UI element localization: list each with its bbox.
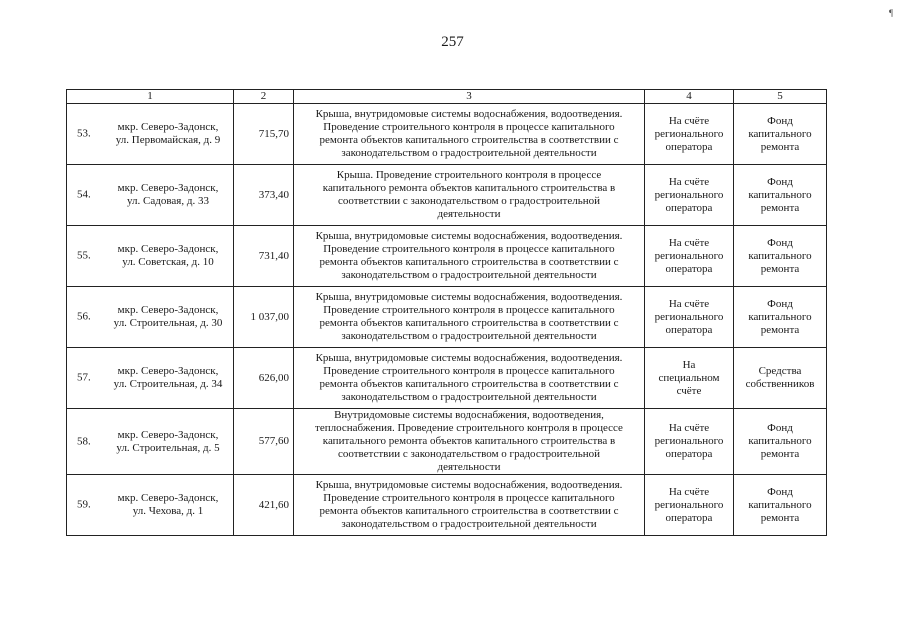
funding-source-line: ремонта xyxy=(760,140,800,153)
address-text xyxy=(106,365,230,391)
funding-source-line: Фонд xyxy=(767,236,793,249)
account-line: оператора xyxy=(665,262,713,275)
account-line: На счёте xyxy=(668,114,710,127)
funding-source-cell xyxy=(734,287,827,348)
funding-source-line: ремонта xyxy=(760,323,800,336)
account-line: регионального xyxy=(654,127,724,140)
address-cell xyxy=(67,409,234,475)
funding-source-cell xyxy=(734,165,827,226)
address-line: мкр. Северо-Задонск, xyxy=(117,428,219,441)
works-line: теплоснабжения. Проведение строительного контроля в процессе xyxy=(315,422,623,434)
address-line: ул. Чехова, д. 1 xyxy=(132,505,204,517)
page-number: 257 xyxy=(441,34,464,50)
works-line: деятельности xyxy=(437,461,501,473)
funding-source-cell xyxy=(734,226,827,287)
account-line: регионального xyxy=(654,310,724,323)
account-line: регионального xyxy=(654,498,724,511)
column-header-5: 5 xyxy=(734,90,827,104)
works-cell xyxy=(294,409,645,475)
table-row xyxy=(67,104,827,165)
funding-source-line: Фонд xyxy=(767,485,793,498)
works-line: Проведение строительного контроля в процессе капитального xyxy=(323,121,615,133)
scan-mark: ¶ xyxy=(889,8,894,18)
account-line: регионального xyxy=(654,249,724,262)
works-line: капитального ремонта объектов капитального строительства в xyxy=(322,182,616,194)
table-row xyxy=(67,348,827,409)
address-line: мкр. Северо-Задонск, xyxy=(117,304,219,316)
address-line: ул. Строительная, д. 34 xyxy=(113,378,223,390)
header-row xyxy=(67,90,827,104)
works-line: законодательством о градостроительной деятельности xyxy=(341,391,597,403)
works-cell xyxy=(294,287,645,348)
address-text xyxy=(106,182,230,208)
address-cell xyxy=(67,348,234,409)
area-cell: 1 037,00 xyxy=(234,287,294,348)
funding-source-line: капитального xyxy=(748,498,812,511)
works-line: соответствии с законодательством о градостроительной xyxy=(337,448,600,460)
address-line: мкр. Северо-Задонск, xyxy=(117,365,219,377)
funding-source-line: ремонта xyxy=(760,201,800,214)
area-cell: 577,60 xyxy=(234,409,294,475)
address-line: ул. Строительная, д. 5 xyxy=(116,441,220,454)
account-line: На счёте xyxy=(668,485,710,498)
works-line: Крыша, внутридомовые системы водоснабжения, водоотведения. xyxy=(315,230,623,242)
address-line: ул. Строительная, д. 30 xyxy=(113,317,223,329)
works-line: Крыша, внутридомовые системы водоснабжения, водоотведения. xyxy=(315,479,623,491)
address-text xyxy=(106,429,230,455)
works-line: Крыша, внутридомовые системы водоснабжения, водоотведения. xyxy=(315,291,623,303)
funding-source-cell xyxy=(734,475,827,536)
table-row xyxy=(67,409,827,475)
account-line: регионального xyxy=(654,188,724,201)
account-cell xyxy=(645,287,734,348)
address-cell xyxy=(67,475,234,536)
address-line: мкр. Северо-Задонск, xyxy=(117,182,219,194)
works-cell xyxy=(294,226,645,287)
address-cell xyxy=(67,287,234,348)
account-line: регионального xyxy=(654,435,724,447)
account-cell xyxy=(645,226,734,287)
works-line: ремонта объектов капитального строительства в соответствии с xyxy=(319,505,619,517)
row-number: 54. xyxy=(77,188,91,201)
account-line: На счёте xyxy=(668,422,710,434)
address-line: ул. Советская, д. 10 xyxy=(122,256,214,268)
address-line: мкр. Северо-Задонск, xyxy=(117,243,219,255)
row-number: 58. xyxy=(77,435,91,447)
account-line: оператора xyxy=(665,140,713,153)
works-line: Проведение строительного контроля в процессе капитального xyxy=(323,243,615,255)
column-header-2: 2 xyxy=(234,90,294,104)
row-number: 53. xyxy=(77,127,91,140)
area-cell: 421,60 xyxy=(234,475,294,536)
column-header-1: 1 xyxy=(67,90,234,104)
funding-source-line: Фонд xyxy=(767,175,793,188)
funding-source-line: капитального xyxy=(748,127,812,140)
address-cell xyxy=(67,165,234,226)
account-cell xyxy=(645,104,734,165)
works-line: законодательством о градостроительной деятельности xyxy=(341,518,597,530)
works-cell xyxy=(294,348,645,409)
works-line: соответствии с законодательством о градостроительной xyxy=(337,195,600,207)
works-line: ремонта объектов капитального строительства в соответствии с xyxy=(319,317,619,329)
area-cell: 626,00 xyxy=(234,348,294,409)
works-line: Проведение строительного контроля в процессе капитального xyxy=(323,365,615,377)
account-line: оператора xyxy=(665,201,713,214)
table-row xyxy=(67,475,827,536)
address-text xyxy=(106,121,230,147)
account-cell xyxy=(645,348,734,409)
address-line: мкр. Северо-Задонск, xyxy=(117,121,219,133)
funding-source-line: собственников xyxy=(745,378,815,390)
funding-source-line: Фонд xyxy=(767,422,793,434)
area-cell: 715,70 xyxy=(234,104,294,165)
works-cell xyxy=(294,475,645,536)
works-line: ремонта объектов капитального строительства в соответствии с xyxy=(319,378,619,390)
works-cell xyxy=(294,104,645,165)
area-cell: 731,40 xyxy=(234,226,294,287)
account-line: На счёте xyxy=(668,236,710,249)
column-header-3: 3 xyxy=(294,90,645,104)
account-line: На счёте xyxy=(668,297,710,310)
works-line: Проведение строительного контроля в процессе капитального xyxy=(323,304,615,316)
works-line: Крыша. Проведение строительного контроля в процессе xyxy=(336,169,602,181)
funding-source-line: капитального xyxy=(748,188,812,201)
works-line: законодательством о градостроительной деятельности xyxy=(341,330,597,342)
account-cell xyxy=(645,475,734,536)
row-number: 55. xyxy=(77,249,91,262)
address-line: мкр. Северо-Задонск, xyxy=(117,492,219,504)
table-row xyxy=(67,226,827,287)
funding-source-line: Средства xyxy=(758,365,802,377)
account-line: специальном xyxy=(658,371,720,384)
address-cell xyxy=(67,104,234,165)
works-line: законодательством о градостроительной деятельности xyxy=(341,269,597,281)
works-line: законодательством о градостроительной деятельности xyxy=(341,147,597,159)
column-header-4: 4 xyxy=(645,90,734,104)
address-text xyxy=(106,492,230,518)
account-cell xyxy=(645,409,734,475)
works-line: Внутридомовые системы водоснабжения, водоотведения, xyxy=(334,409,604,421)
address-text xyxy=(106,304,230,330)
account-line: На счёте xyxy=(668,175,710,188)
works-line: ремонта объектов капитального строительства в соответствии с xyxy=(319,134,619,146)
table-row xyxy=(67,287,827,348)
address-text xyxy=(106,243,230,269)
funding-source-line: ремонта xyxy=(760,262,800,275)
account-line: оператора xyxy=(665,511,713,524)
works-line: деятельности xyxy=(437,208,501,220)
address-line: ул. Первомайская, д. 9 xyxy=(115,134,221,146)
works-line: Крыша, внутридомовые системы водоснабжения, водоотведения. xyxy=(315,352,623,364)
funding-source-cell xyxy=(734,348,827,409)
funding-source-line: капитального xyxy=(748,435,812,447)
works-line: Проведение строительного контроля в процессе капитального xyxy=(323,492,615,504)
funding-source-line: Фонд xyxy=(767,297,793,310)
account-line: оператора xyxy=(665,448,713,460)
account-line: На xyxy=(682,358,696,371)
table-body xyxy=(67,104,827,536)
funding-source-line: ремонта xyxy=(760,448,800,460)
row-number: 56. xyxy=(77,310,91,323)
funding-source-line: ремонта xyxy=(760,511,800,524)
address-line: ул. Садовая, д. 33 xyxy=(127,195,209,207)
area-cell: 373,40 xyxy=(234,165,294,226)
funding-source-cell xyxy=(734,409,827,475)
works-cell xyxy=(294,165,645,226)
funding-source-cell xyxy=(734,104,827,165)
funding-source-line: капитального xyxy=(748,310,812,323)
row-number: 59. xyxy=(77,498,91,511)
table-row xyxy=(67,165,827,226)
works-line: Крыша, внутридомовые системы водоснабжения, водоотведения. xyxy=(315,108,623,120)
row-number: 57. xyxy=(77,371,91,384)
funding-source-line: капитального xyxy=(748,249,812,262)
account-line: оператора xyxy=(665,323,713,336)
works-line: ремонта объектов капитального строительства в соответствии с xyxy=(319,256,619,268)
address-cell xyxy=(67,226,234,287)
funding-source-line: Фонд xyxy=(767,114,793,127)
works-line: капитального ремонта объектов капитального строительства в xyxy=(322,435,616,447)
account-line: счёте xyxy=(676,384,702,397)
repair-schedule-table xyxy=(66,89,827,536)
account-cell xyxy=(645,165,734,226)
